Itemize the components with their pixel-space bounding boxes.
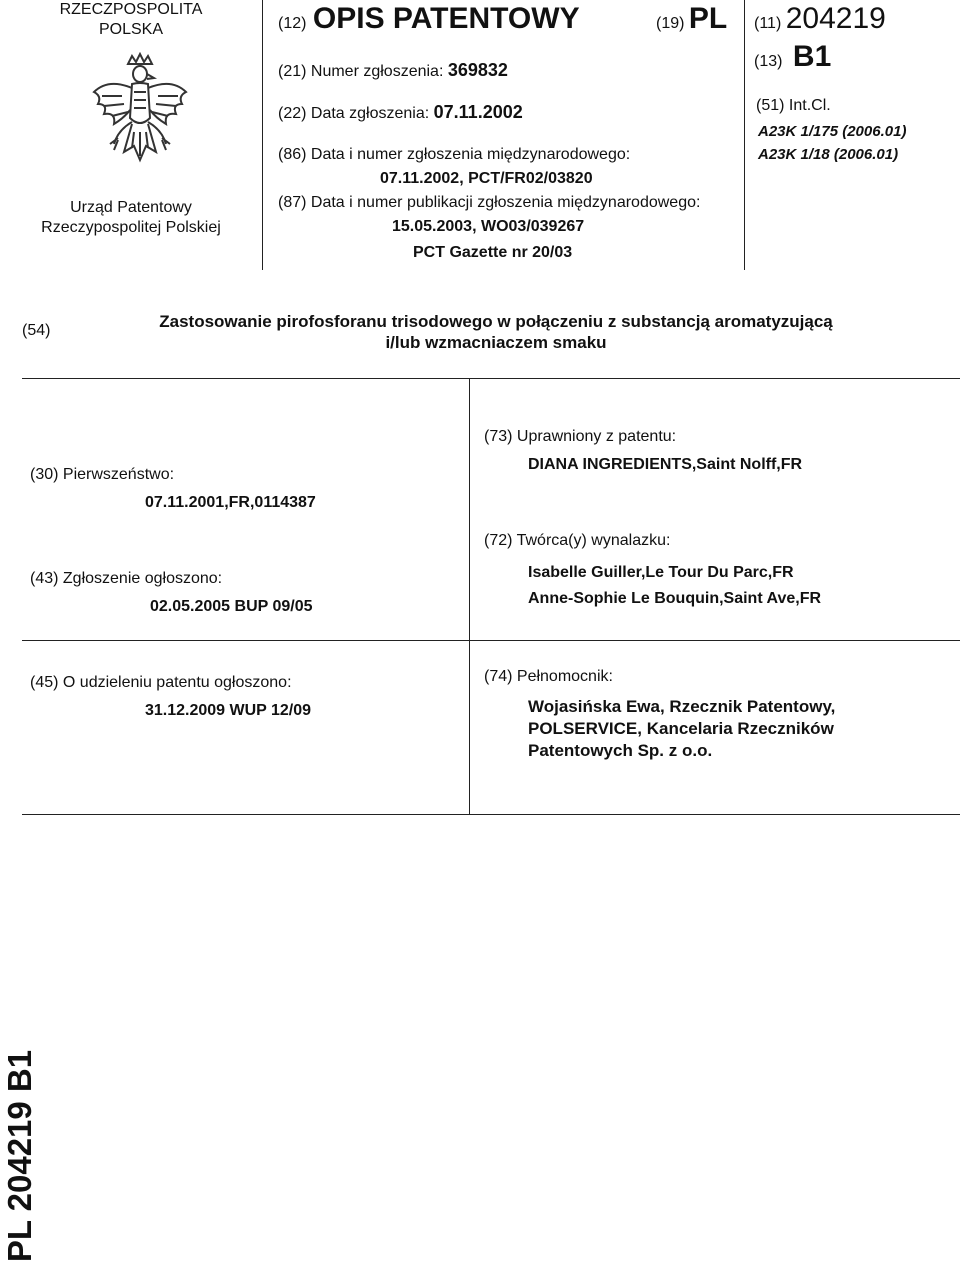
title-code: (54) <box>22 322 51 339</box>
attorney-line: Patentowych Sp. z o.o. <box>528 741 713 760</box>
intl-application-label: (86) Data i numer zgłoszenia międzynarodowego: <box>278 146 631 163</box>
owner-label: (73) Uprawniony z patentu: <box>484 428 677 445</box>
code-11: (11) <box>754 15 782 32</box>
bottom-divider <box>22 814 960 815</box>
section-divider <box>22 640 960 641</box>
title-divider <box>22 378 960 379</box>
inventors-label: (72) Twórca(y) wynalazku: <box>484 532 671 549</box>
country-code: PL <box>688 2 728 35</box>
header-divider-left <box>262 0 263 270</box>
intl-application-value: 07.11.2002, PCT/FR02/03820 <box>380 170 593 187</box>
country-line-2: POLSKA <box>98 21 164 38</box>
office-line-2: Rzeczypospolitej Polskiej <box>41 219 221 236</box>
country-code-line <box>656 2 727 36</box>
title-line-1: Zastosowanie pirofosforanu trisodowego w połączeniu z substancją aromatyzującą <box>159 312 833 331</box>
application-date <box>278 102 523 123</box>
publication-label: (43) Zgłoszenie ogłoszono: <box>30 570 223 587</box>
header-divider-right <box>744 0 745 270</box>
title-line-2: i/lub wzmacniaczem smaku <box>385 333 607 352</box>
doc-type: OPIS PATENTOWY <box>312 2 580 35</box>
application-date-value: 07.11.2002 <box>433 102 523 122</box>
body-divider <box>469 378 470 814</box>
kind-line <box>754 40 831 74</box>
code-19: (19) <box>656 15 685 32</box>
attorney-line: Wojasińska Ewa, Rzecznik Patentowy, <box>528 697 836 716</box>
intcl-label: (51) Int.Cl. <box>756 97 831 114</box>
side-patent-label: PL 204219 B1 <box>1 1049 38 1263</box>
attorney-label: (74) Pełnomocnik: <box>484 668 613 685</box>
invention-title <box>96 311 896 353</box>
kind-code: B1 <box>792 40 832 73</box>
grant-label: (45) O udzieleniu patentu ogłoszono: <box>30 674 292 691</box>
application-number-value: 369832 <box>447 60 508 80</box>
code-12: (12) <box>278 15 307 32</box>
inventor-item: Anne-Sophie Le Bouquin,Saint Ave,FR <box>528 590 822 607</box>
pct-gazette: PCT Gazette nr 20/03 <box>413 244 573 261</box>
intcl-item: A23K 1/175 (2006.01) <box>758 123 907 140</box>
inventors-list <box>528 560 821 612</box>
country-name <box>0 0 262 40</box>
priority-value: 07.11.2001,FR,0114387 <box>145 494 316 511</box>
office-name <box>0 198 262 238</box>
grant-value: 31.12.2009 WUP 12/09 <box>145 702 312 719</box>
attorney-lines <box>528 696 835 762</box>
application-number <box>278 60 508 81</box>
intl-publication-label: (87) Data i numer publikacji zgłoszenia międzynarodowego: <box>278 194 701 211</box>
publication-value: 02.05.2005 BUP 09/05 <box>150 598 313 615</box>
country-line-1: RZECZPOSPOLITA <box>59 1 203 18</box>
intl-publication-value: 15.05.2003, WO03/039267 <box>392 218 585 235</box>
priority-label: (30) Pierwszeństwo: <box>30 466 175 483</box>
application-number-label: (21) Numer zgłoszenia: <box>278 63 444 80</box>
owner-value: DIANA INGREDIENTS,Saint Nolff,FR <box>528 456 803 473</box>
code-13: (13) <box>754 53 783 70</box>
doc-type-line <box>278 2 580 36</box>
application-date-label: (22) Data zgłoszenia: <box>278 105 430 122</box>
inventor-item: Isabelle Guiller,Le Tour Du Parc,FR <box>528 564 794 581</box>
intcl-list <box>758 120 906 166</box>
eagle-emblem-icon <box>88 52 192 182</box>
patent-number-line <box>754 2 886 36</box>
patent-number: 204219 <box>785 2 886 35</box>
intcl-item: A23K 1/18 (2006.01) <box>758 146 899 163</box>
office-line-1: Urząd Patentowy <box>70 199 192 216</box>
attorney-line: POLSERVICE, Kancelaria Rzeczników <box>528 719 834 738</box>
